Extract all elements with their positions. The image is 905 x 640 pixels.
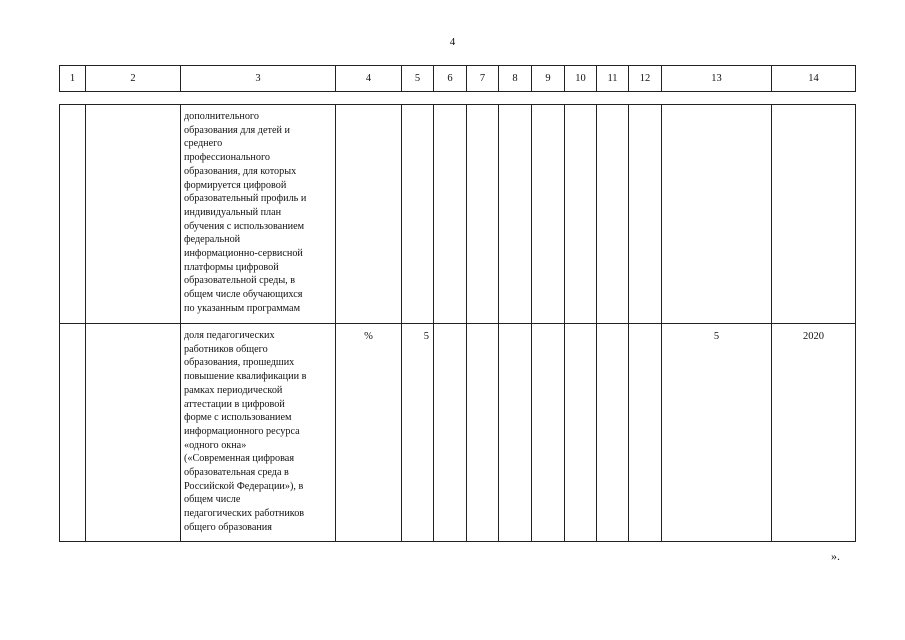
value-cell xyxy=(499,105,532,324)
value-cell xyxy=(499,324,532,542)
value-cell xyxy=(597,105,629,324)
year-cell xyxy=(772,105,856,324)
indicator-table xyxy=(59,104,856,542)
value-cell xyxy=(565,324,597,542)
page-number: 4 xyxy=(449,36,456,48)
column-number-cell: 10 xyxy=(565,66,597,92)
column-number-cell: 1 xyxy=(60,66,86,92)
unit-cell xyxy=(336,105,402,324)
value-cell xyxy=(662,105,772,324)
column-number-cell: 4 xyxy=(336,66,402,92)
year-cell: 2020 xyxy=(772,324,856,542)
column-number-cell: 7 xyxy=(467,66,499,92)
value-cell xyxy=(629,324,662,542)
column-number-cell: 14 xyxy=(772,66,856,92)
table-row xyxy=(60,324,856,542)
column-number-cell: 8 xyxy=(499,66,532,92)
indicator-description: дополнительного образования для детей и среднего профессионального образования, для которых формируется цифровой образовательный профиль и индивидуальный план обучения с использованием федеральной информационно-сервисной платформы цифровой образовательной среды, в общем числе обучающихся по указанным программам xyxy=(181,105,336,324)
project-cell xyxy=(86,105,181,324)
value-cell xyxy=(434,324,467,542)
column-number-header xyxy=(59,65,856,92)
unit-cell: % xyxy=(336,324,402,542)
column-number-cell: 2 xyxy=(86,66,181,92)
closing-quote-mark: ». xyxy=(831,549,840,563)
value-cell xyxy=(532,324,565,542)
column-number-cell: 6 xyxy=(434,66,467,92)
value-cell xyxy=(434,105,467,324)
indicator-description: доля педагогических работников общего образования, прошедших повышение квалификации в рамках периодической аттестации в цифровой форме с использованием информационного ресурса «одного окна» («Современная цифровая образовательная среда в Российской Федерации»), в общем числе педагогических работников общего образования xyxy=(181,324,336,542)
column-number-cell: 5 xyxy=(402,66,434,92)
value-cell xyxy=(467,324,499,542)
column-number-cell: 3 xyxy=(181,66,336,92)
value-cell xyxy=(402,105,434,324)
value-cell: 5 xyxy=(662,324,772,542)
project-cell xyxy=(86,324,181,542)
row-number-cell xyxy=(60,105,86,324)
table-row xyxy=(60,105,856,324)
column-number-cell: 11 xyxy=(597,66,629,92)
row-number-cell xyxy=(60,324,86,542)
value-cell: 5 xyxy=(402,324,434,542)
column-number-cell: 13 xyxy=(662,66,772,92)
header-row xyxy=(60,66,856,92)
value-cell xyxy=(532,105,565,324)
value-cell xyxy=(565,105,597,324)
value-cell xyxy=(467,105,499,324)
column-number-cell: 12 xyxy=(629,66,662,92)
column-number-cell: 9 xyxy=(532,66,565,92)
value-cell xyxy=(629,105,662,324)
value-cell xyxy=(597,324,629,542)
